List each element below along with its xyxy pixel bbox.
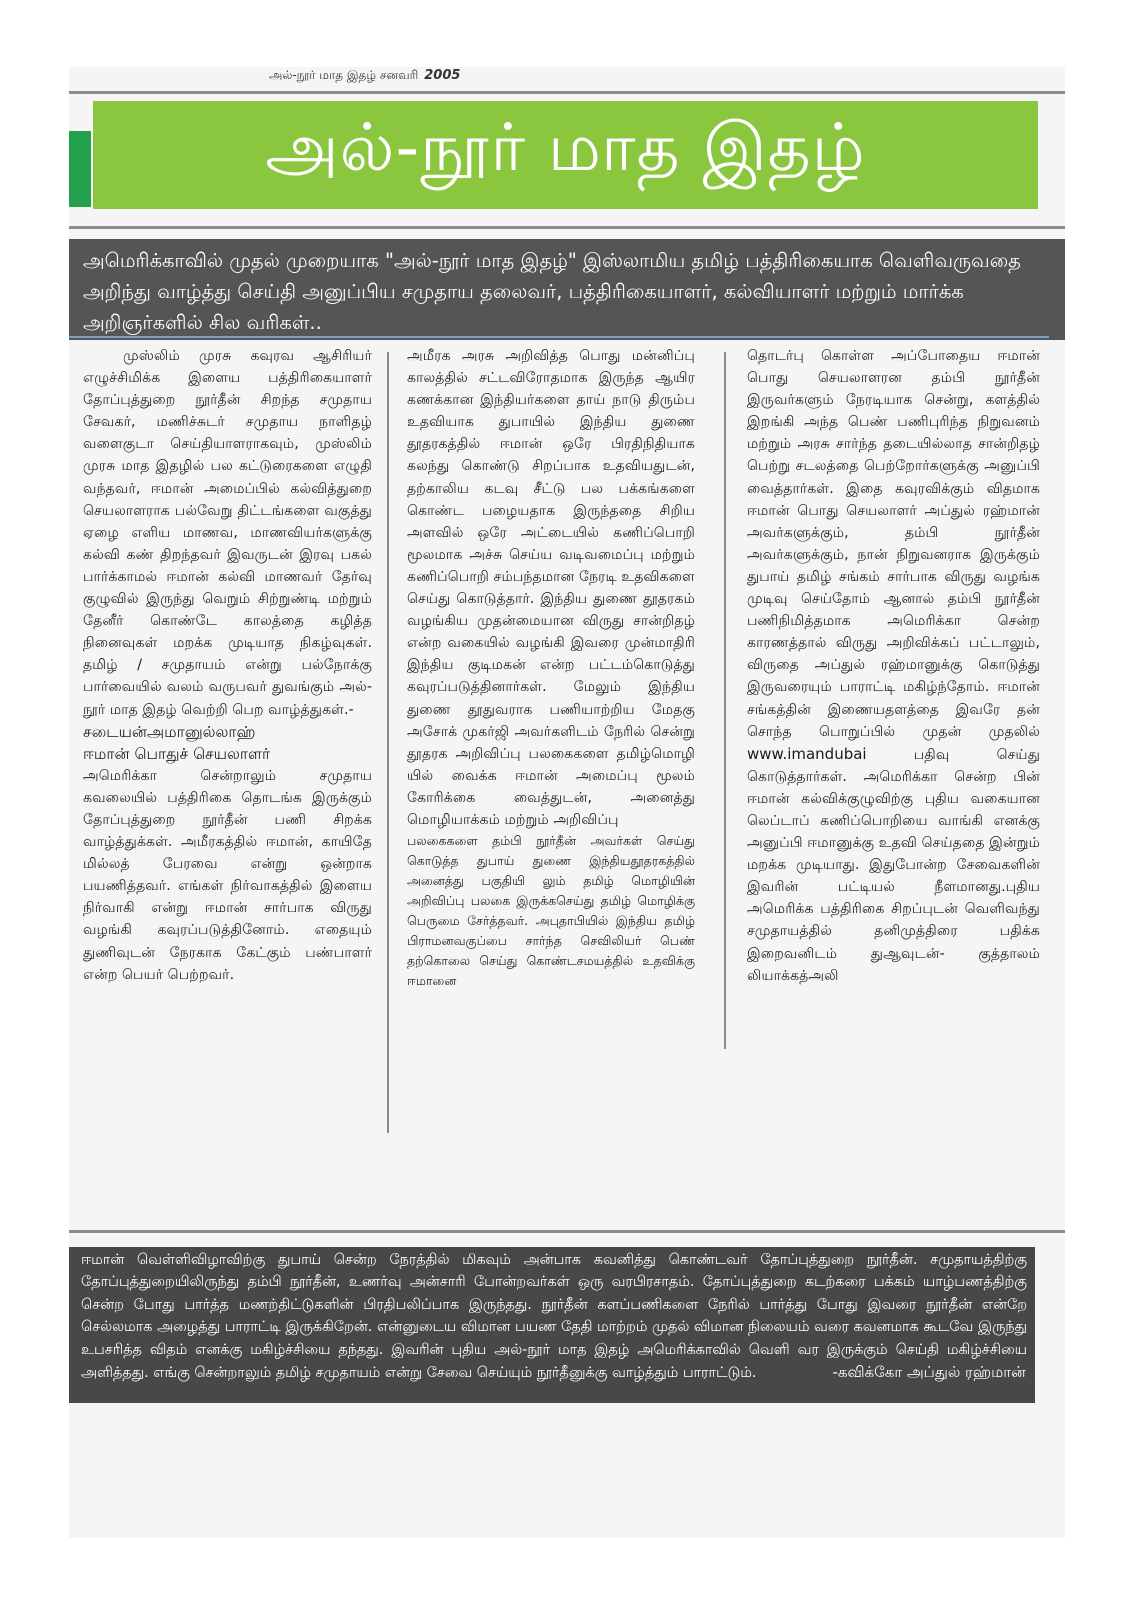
newsletter-page xyxy=(69,67,1065,1538)
column-rule-1 xyxy=(387,352,389,1133)
website-url: www.imandubai xyxy=(747,744,867,763)
column-1 xyxy=(83,345,372,986)
intro-text: அமெரிக்காவில் முதல் முறையாக "அல்-நூர் மாத இதழ்" இஸ்லாமிய தமிழ் பத்திரிகையாக வெளிவருவதை அறிந்து வாழ்த்து செய்தி அனுப்பிய சமுதாய தலைவர், பத்திரிகையாளர், கல்வியாளர் மற்றும் மார்க்க அறிஞர்களில் சில வரிகள்.. xyxy=(83,249,1021,334)
col3-text-after-url: பதிவு செய்து கொடுத்தார்கள். அமெரிக்கா சென்ற பின் ஈமான் கல்விக்குழுவிற்கு புதிய வகையான லெப்டாப் கணிப்பொறியை வாங்கி எனக்கு அனுப்பி ஈமானுக்கு உதவி செய்ததை இன்றும் மறக்க முடியாது. இதுபோன்ற சேவைகளின் இவரின் பட்டியல் நீளமானது.புதிய அமெரிக்க பத்திரிகை சிறப்புடன் வெளிவந்து சமுதாயத்தில் தனிமுத்திரை பதிக்க இறைவனிடம் துஆவுடன்- குத்தாலம் லியாக்கத்அலி xyxy=(747,746,1040,984)
masthead-accent-bar xyxy=(69,131,91,207)
col2-paragraph-1: அமீரக அரசு அறிவித்த பொது மன்னிப்பு காலத்தில் சட்டவிரோதமாக இருந்த ஆயிர கணக்கான இந்தியர்களை தாய் நாடு திரும்ப உதவியாக துபாயில் இந்திய துணை தூதரகத்தில் ஈமான் ஒரே பிரதிநிதியாக கலந்து கொண்டு சிறப்பாக உதவியதுடன், தற்காலிய கடவு சீட்டு பல பக்கங்களை கொண்ட பழையதாக இருந்ததை சிறிய அளவில் ஒரே அட்டையில் கணிப்பொறி மூலமாக அச்சு செய்ய வடிவமைப்பு மற்றும் கணிப்பொறி சம்பந்தமான நேரடி உதவிகளை செய்து கொடுத்தார். இந்திய துணை தூதரகம் வழங்கிய முதன்மையான விருது சான்றிதழ் என்ற வகையில் வழங்கி இவரை முன்மாதிரி இந்திய குடிமகன் என்ற பட்டம்கொடுத்து கவுரப்படுத்தினார்கள். மேலும் இந்திய துணை தூதுவராக பணியாற்றிய மேதகு அசோக் முகர்ஜி அவர்களிடம் நேரில் சென்று தூதரக அறிவிப்பு பலகைகளை தமிழ்மொழி யில் வைக்க ஈமான் அமைப்பு மூலம் கோரிக்கை வைத்துடன், அனைத்து மொழியாக்கம் மற்றும் அறிவிப்பு xyxy=(407,348,695,828)
intro-box xyxy=(69,239,1065,340)
column-rule-2 xyxy=(724,352,726,1049)
top-divider xyxy=(69,91,1065,94)
tribute-text xyxy=(81,1249,1027,1384)
col1-paragraph-2: அமெரிக்கா சென்றாலும் சமுதாய கவலையில் பத்திரிகை தொடங்க இருக்கும் தோப்புத்துறை நூர்தீன் பணி சிறக்க வாழ்த்துக்கள். அமீரகத்தில் ஈமான், காயிதே மில்லத் பேரவை என்று ஒன்றாக பயணித்தவர். எங்கள் நிர்வாகத்தில் இளைய நிர்வாகி என்று ஈமான் சார்பாக விருது வழங்கி கவுரப்படுத்தினோம். எதையும் துணிவுடன் நேரகாக கேட்கும் பண்பாளர் என்ற பெயர் பெற்றவர். xyxy=(83,767,372,983)
col1-paragraph-1: முஸ்லிம் முரசு கவுரவ ஆசிரியர் எழுச்சிமிக்க இளைய பத்திரிகையாளர் தோப்புத்துறை நூர்தீன் சிறந்த சமுதாய சேவகர், மணிச்சுடர் சமுதாய நாளிதழ் வளைகுடா செய்தியாளராகவும், முஸ்லிம் முரசு மாத இதழில் பல கட்டுரைகளை எழுதி வந்தவர், ஈமான் அமைப்பில் கல்வித்துறை செயலாளராக பல்வேறு திட்டங்களை வகுத்து ஏழை எளிய மாணவ, மாணவியர்களுக்கு கல்வி கண் திறந்தவர் இவருடன் இரவு பகல் பார்க்காமல் ஈமான் கல்வி மாணவர் தேர்வு குழுவில் இருந்து வெறும் சிற்றுண்டி மற்றும் தேனீர் கொண்டே காலத்தை கழித்த நினைவுகள் மறக்க முடியாத நிகழ்வுகள். தமிழ் / சமுதாயம் என்று பல்நோக்கு பார்வையில் வலம் வருபவர் துவங்கும் அல்-நூர் மாத இதழ் வெற்றி பெற வாழ்த்துகள்.- xyxy=(83,348,372,718)
tribute-box xyxy=(69,1247,1035,1403)
bottom-divider xyxy=(69,1230,1065,1233)
tribute-body: ஈமான் வெள்ளிவிழாவிற்கு துபாய் சென்ற நேரத்தில் மிகவும் அன்பாக கவனித்து கொண்டவர் தோப்புத்துறை நூர்தீன். சமுதாயத்திற்கு தோப்புத்துறையிலிருந்து தம்பி நூர்தீன், உணர்வு அன்சாரி போன்றவர்கள் ஒரு வரபிரசாதம். தோப்புத்துறை கடற்கரை பக்கம் யாழ்பணத்திற்கு சென்ற போது பார்த்த மணற்திட்டுகளின் பிரதிபலிப்பாக இருந்தது. நூர்தீன் களப்பணிகளை நேரில் பார்த்து போது இவரை நூர்தீன் என்றே செல்லமாக அழைத்து பாராட்டி இருக்கிறேன். என்னுடைய விமான பயண தேதி மாற்றம் முதல் விமான நிலையம் வரை கவனமாக கூடவே இருந்து உபசரித்த விதம் எனக்கு மகிழ்ச்சியை தந்தது. இவரின் புதிய அல்-நூர் மாத இதழ் அமெரிக்காவில் வெளி வர இருக்கும் செய்தி மகிழ்ச்சியை அளித்தது. எங்கு சென்றாலும் தமிழ் சமுதாயம் என்று சேவை செய்யும் நூர்தீனுக்கு வாழ்த்தும் பாராட்டும். xyxy=(81,1252,1027,1382)
column-2 xyxy=(407,345,695,991)
col3-text-before-url: தொடர்பு கொள்ள அப்போதைய ஈமான் பொது செயலாளரன தம்பி நூர்தீன் இருவர்களும் நேரடியாக சென்று, களத்தில் இறங்கி அந்த பெண் பணிபுரிந்த நிறுவனம் மற்றும் அரசு சார்ந்த தடையில்லாத சான்றிதழ் பெற்று சடலத்தை பெற்றோர்களுக்கு அனுப்பி வைத்தார்கள். இதை கவுரவிக்கும் விதமாக ஈமான் பொது செயலாளர் அப்துல் ரஹ்மான் அவர்களுக்கும், தம்பி நூர்தீன் அவர்களுக்கும், நான் நிறுவனராக இருக்கும் துபாய் தமிழ் சங்கம் சார்பாக விருது வழங்க முடிவு செய்தோம் ஆனால் தம்பி நூர்தீன் பணிநிமித்தமாக அமெரிக்கா சென்ற காரணத்தால் விருது அறிவிக்கப் பட்டாலும், விருதை அப்துல் ரஹ்மானுக்கு கொடுத்து இருவரையும் பாராட்டி மகிழ்ந்தோம். ஈமான் சங்கத்தின் இணையதளத்தை இவரே தன் சொந்த பொறுப்பில் முதன் முதலில் xyxy=(747,348,1040,740)
running-header xyxy=(269,68,460,84)
col3-paragraph xyxy=(747,345,1040,987)
intro-underline xyxy=(69,336,1049,338)
masthead-banner xyxy=(93,101,1038,209)
masthead-title: அல்-நூர் மாத இதழ் xyxy=(265,109,866,186)
masthead-divider xyxy=(69,226,1065,229)
col1-signature-title: ஈமான் பொதுச் செயலாளர் xyxy=(83,744,271,763)
col1-signature-name: சடையன்அமானுல்லாஹ் xyxy=(83,722,256,741)
column-3 xyxy=(747,345,1040,987)
col2-paragraph-small: பலகைகளை தம்பி நூர்தீன் அவர்கள் செய்து கொடுத்த துபாய் துணை இந்தியதூதரகத்தில் அனைத்து பகுதியி லும் தமிழ் மொழியின் அறிவிப்பு பலகை இருக்கசெய்து தமிழ் மொழிக்கு பெருமை சேர்த்தவர். அபுதாபியில் இந்திய தமிழ் பிராமனவகுப்பை சார்ந்த செவிலியர் பெண் தற்கொலை செய்து கொண்டசமயத்தில் உதவிக்கு ஈமானை xyxy=(407,833,695,989)
running-title: அல்-நூர் மாத இதழ் சனவரி xyxy=(269,68,419,82)
issue-year: 2005 xyxy=(424,68,461,83)
tribute-author: -கவிக்கோ அப்துல் ரஹ்மான் xyxy=(832,1363,1026,1382)
